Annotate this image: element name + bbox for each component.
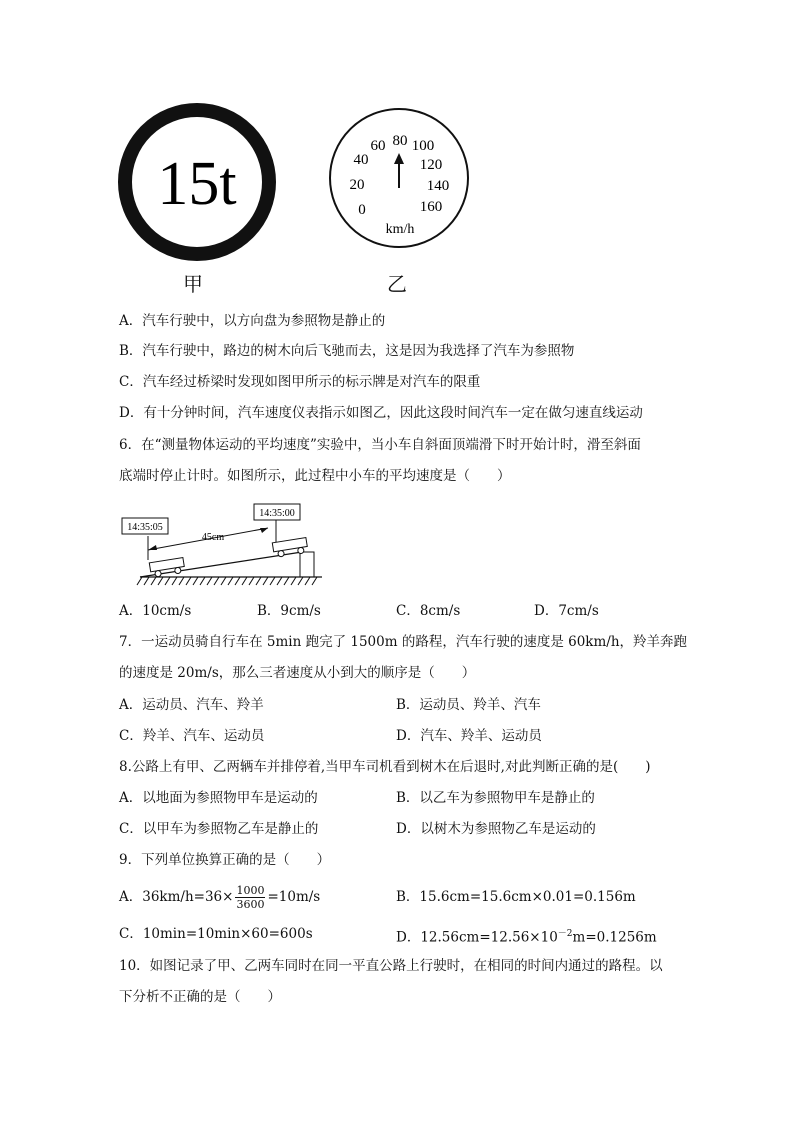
speed-tick-140: 140 (426, 178, 450, 194)
q8-option-d: D．以树木为参照物乙车是运动的 (396, 821, 596, 837)
q9-option-d-pre: D．12.56cm=12.56×10 (396, 929, 558, 946)
q6-stem-line1: 6．在“测量物体运动的平均速度”实验中，当小车自斜面顶端滑下时开始计时，滑至斜面 (119, 437, 641, 453)
q7-option-c: C．羚羊、汽车、运动员 (119, 728, 265, 744)
speed-tick-80: 80 (392, 133, 408, 149)
speed-tick-100: 100 (411, 138, 435, 154)
speed-tick-40: 40 (353, 152, 369, 168)
distance-label: 45cm (201, 532, 225, 543)
speed-tick-160: 160 (419, 199, 443, 215)
q8-option-a: A．以地面为参照物甲车是运动的 (119, 790, 318, 806)
q6-option-d: D．7cm/s (534, 603, 599, 619)
q9-option-d-exponent: －2 (557, 929, 573, 939)
q9-option-a-post: =10m/s (267, 889, 321, 905)
timer-right: 14:35:00 (259, 508, 295, 519)
q5-option-a: A．汽车行驶中，以方向盘为参照物是静止的 (119, 313, 386, 329)
figure-label-jia: 甲 (183, 272, 203, 296)
q9-option-a (119, 878, 320, 916)
q10-stem-line2: 下分析不正确的是（ ） (119, 989, 281, 1005)
q7-option-d: D．汽车、羚羊、运动员 (396, 728, 542, 744)
q9-option-c: C．10min=10min×60=600s (119, 926, 313, 942)
speed-tick-20: 20 (349, 177, 365, 193)
q6-option-a: A．10cm/s (119, 603, 192, 619)
speedometer-needle (394, 153, 404, 188)
q8-stem: 8.公路上有甲、乙两辆车并排停着,当甲车司机看到树木在后退时,对此判断正确的是( ) (119, 759, 651, 775)
q9-stem: 9．下列单位换算正确的是（ ） (119, 852, 331, 868)
speed-unit: km/h (385, 222, 415, 237)
q10-stem-line1: 10．如图记录了甲、乙两车同时在同一平直公路上行驶时，在相同的时间内通过的路程。以 (119, 958, 663, 974)
q7-stem-line1: 7．一运动员骑自行车在 5min 跑完了 1500m 的路程，汽车行驶的速度是 60km/h，羚羊奔跑 (119, 634, 688, 650)
q6-option-b: B．9cm/s (257, 603, 321, 619)
q5-option-d: D．有十分钟时间，汽车速度仪表指示如图乙，因此这段时间汽车一定在做匀速直线运动 (119, 405, 643, 421)
incline-figure (118, 500, 324, 592)
q9-option-a-pre: A．36km/h=36× (119, 889, 234, 905)
q9-option-d (396, 925, 657, 947)
q8-option-b: B．以乙车为参照物甲车是静止的 (396, 790, 595, 806)
q7-option-b: B．运动员、羚羊、汽车 (396, 697, 541, 713)
weight-limit-sign (118, 103, 276, 261)
speed-tick-0: 0 (358, 202, 366, 218)
speed-tick-120: 120 (419, 157, 443, 173)
q9-option-b: B．15.6cm=15.6cm×0.01=0.156m (396, 889, 636, 905)
speedometer (328, 100, 470, 256)
q9-option-d-post: m=0.1256m (572, 929, 657, 946)
q9-fraction-denominator: 3600 (236, 898, 265, 911)
q5-option-c: C．汽车经过桥梁时发现如图甲所示的标示牌是对汽车的限重 (119, 374, 481, 390)
weight-limit-text: 15t (157, 150, 237, 218)
timer-left: 14:35:05 (127, 522, 163, 533)
figure-label-yi: 乙 (387, 272, 407, 296)
q9-fraction-numerator: 1000 (236, 884, 265, 897)
q7-stem-line2: 的速度是 20m/s，那么三者速度从小到大的顺序是（ ） (119, 665, 476, 681)
q6-stem-line2: 底端时停止计时。如图所示，此过程中小车的平均速度是（ ） (119, 468, 511, 484)
q6-option-c: C．8cm/s (396, 603, 461, 619)
q8-option-c: C．以甲车为参照物乙车是静止的 (119, 821, 319, 837)
q9-fraction (235, 884, 265, 911)
speed-tick-60: 60 (370, 138, 386, 154)
q7-option-a: A．运动员、汽车、羚羊 (119, 697, 264, 713)
q5-option-b: B．汽车行驶中，路边的树木向后飞驰而去，这是因为我选择了汽车为参照物 (119, 343, 575, 359)
